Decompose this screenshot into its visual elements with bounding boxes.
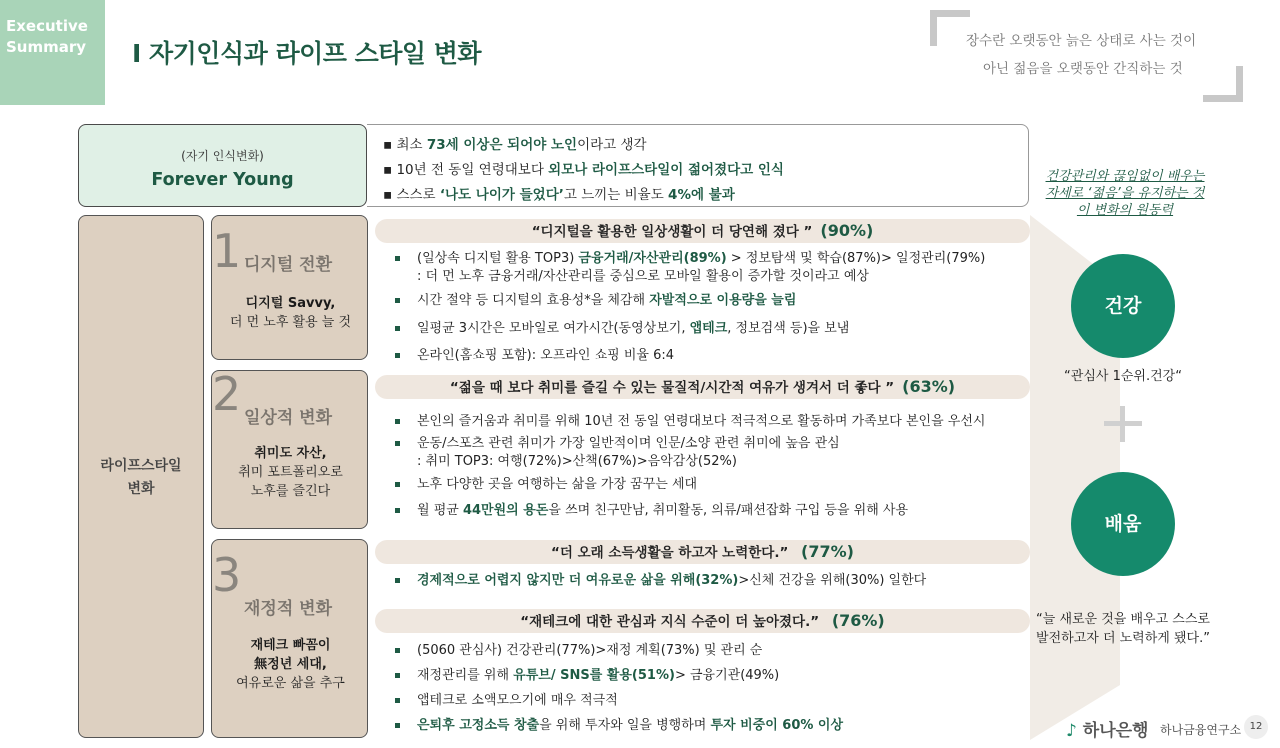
category-financial-box [211, 539, 368, 738]
category-desc: 취미도 자산, 취미 포트폴리오로 노후를 즐긴다 [238, 446, 343, 499]
bullet-item: 경제적으로 어렵지 않지만 더 여유로운 삶을 위해(32%)>신체 건강을 위해(30%) 일한다 [395, 572, 926, 590]
forever-young-title: Forever Young [151, 170, 294, 190]
category-desc: 재테크 빠꼼이 無정년 세대, 여유로운 삶을 추구 [236, 638, 345, 691]
quote-bar: “재테크에 대한 관심과 지식 수준이 더 높아졌다.” (76%) [375, 609, 1030, 633]
category-digital-box [211, 215, 368, 360]
lifestyle-label: 라이프스타일 변화 [100, 458, 182, 497]
quote-bar: “젊을 때 보다 취미를 즐길 수 있는 물질적/시간적 여유가 생겨서 더 좋다 ” (63%) [375, 375, 1030, 399]
page-number: 12 [1244, 715, 1268, 739]
category-number: 1 [212, 224, 242, 278]
quote-bracket-open-icon [930, 10, 970, 46]
category-number: 3 [212, 548, 242, 602]
bullet-item: 운동/스포츠 관련 취미가 가장 일반적이며 인문/소양 관련 취미에 높음 관심 : 취미 TOP3: 여행(72%)>산책(67%)>음악감상(52%) [395, 435, 840, 471]
fy-point: ▪ 스스로 ‘나도 나이가 들었다’고 느끼는 비율도 4%에 불과 [383, 187, 735, 203]
health-circle: 건강 [1071, 254, 1175, 358]
bullet-item: 월 평균 44만원의 용돈을 쓰며 친구만남, 취미활동, 의류/패션잡화 구입 등을 위해 사용 [395, 502, 908, 520]
quote-bar: “더 오래 소득생활을 하고자 노력한다.” (77%) [375, 540, 1030, 564]
category-title: 일상적 변화 [244, 408, 333, 428]
category-number: 2 [212, 367, 242, 421]
bullet-item: (일상속 디지털 활용 TOP3) 금융거래/자산관리(89%) > 정보탐색 및 학습(87%)> 일정관리(79%) : 더 먼 노후 금융거래/자산관리를 중심으로 모바일 활용이 증가할 것이라고 예상 [395, 250, 985, 286]
learning-circle: 배움 [1071, 472, 1175, 576]
category-daily-box [211, 367, 368, 529]
category-title: 재정적 변화 [244, 599, 333, 619]
header-quote-line-2: 아닌 젊음을 오랫동안 간직하는 것 [983, 61, 1183, 77]
plus-icon-bar [1104, 421, 1142, 426]
bullet-item: 일평균 3시간은 모바일로 여가시간(동영상보기, 앱테크, 정보검색 등)을 보냄 [395, 320, 849, 338]
header-quote-line-1: 장수란 오랫동안 늙은 상태로 사는 것이 [966, 33, 1197, 49]
hana-bank-logo: ♪ 하나은행 [1066, 721, 1149, 741]
right-note: 건강관리와 끊임없이 배우는 자세로 ‘젊음’을 유지하는 것 이 변화의 원동력 [1045, 169, 1205, 218]
executive-summary-tab [0, 0, 105, 105]
forever-young-points [367, 124, 1029, 207]
bullet-item: 온라인(홈쇼핑 포함): 오프라인 쇼핑 비율 6:4 [395, 347, 674, 365]
hana-logo-icon: ♪ [1066, 721, 1077, 741]
category-title: 디지털 전환 [244, 255, 333, 275]
page-title: I 자기인식과 라이프 스타일 변화 [132, 39, 482, 68]
health-quote: “관심사 1순위.건강“ [1064, 369, 1182, 384]
bullet-item: 본인의 즐거움과 취미를 위해 10년 전 동일 연령대보다 적극적으로 활동하며 가족보다 본인을 우선시 [395, 413, 985, 431]
forever-young-box [78, 124, 367, 207]
category-desc: 디지털 Savvy, 더 먼 노후 활용 늘 것 [229, 296, 352, 330]
quote-bracket-close-icon [1203, 66, 1243, 102]
tab-line-1: Executive [6, 17, 88, 35]
tab-line-2: Summary [6, 38, 87, 56]
bullet-item: 노후 다양한 곳을 여행하는 삶을 가장 꿈꾸는 세대 [395, 476, 697, 494]
fy-point: ▪ 최소 73세 이상은 되어야 노인이라고 생각 [383, 137, 647, 153]
bullet-item: 은퇴후 고정소득 창출을 위해 투자와 일을 병행하며 투자 비중이 60% 이상 [395, 717, 843, 735]
quote-bar: “디지털을 활용한 일상생활이 더 당연해 졌다 ” (90%) [375, 219, 1030, 243]
fy-point: ▪ 10년 전 동일 연령대보다 외모나 라이프스타일이 젊어졌다고 인식 [383, 162, 784, 178]
bullet-item: (5060 관심사) 건강관리(77%)>재정 계획(73%) 및 관리 순 [395, 642, 762, 660]
logo-subtitle: 하나금융연구소 [1160, 723, 1242, 737]
bullet-item: 앱테크로 소액모으기에 매우 적극적 [395, 692, 618, 710]
bullet-item: 시간 절약 등 디지털의 효용성*을 체감해 자발적으로 이용량을 늘림 [395, 292, 796, 310]
forever-young-subtitle: (자기 인식변화) [181, 149, 264, 163]
bullet-item: 재정관리를 위해 유튜브/ SNS를 활용(51%)> 금융기관(49%) [395, 667, 779, 685]
learning-quote: “늘 새로운 것을 배우고 스스로 발전하고자 더 노력하게 됐다.” [1036, 612, 1210, 646]
